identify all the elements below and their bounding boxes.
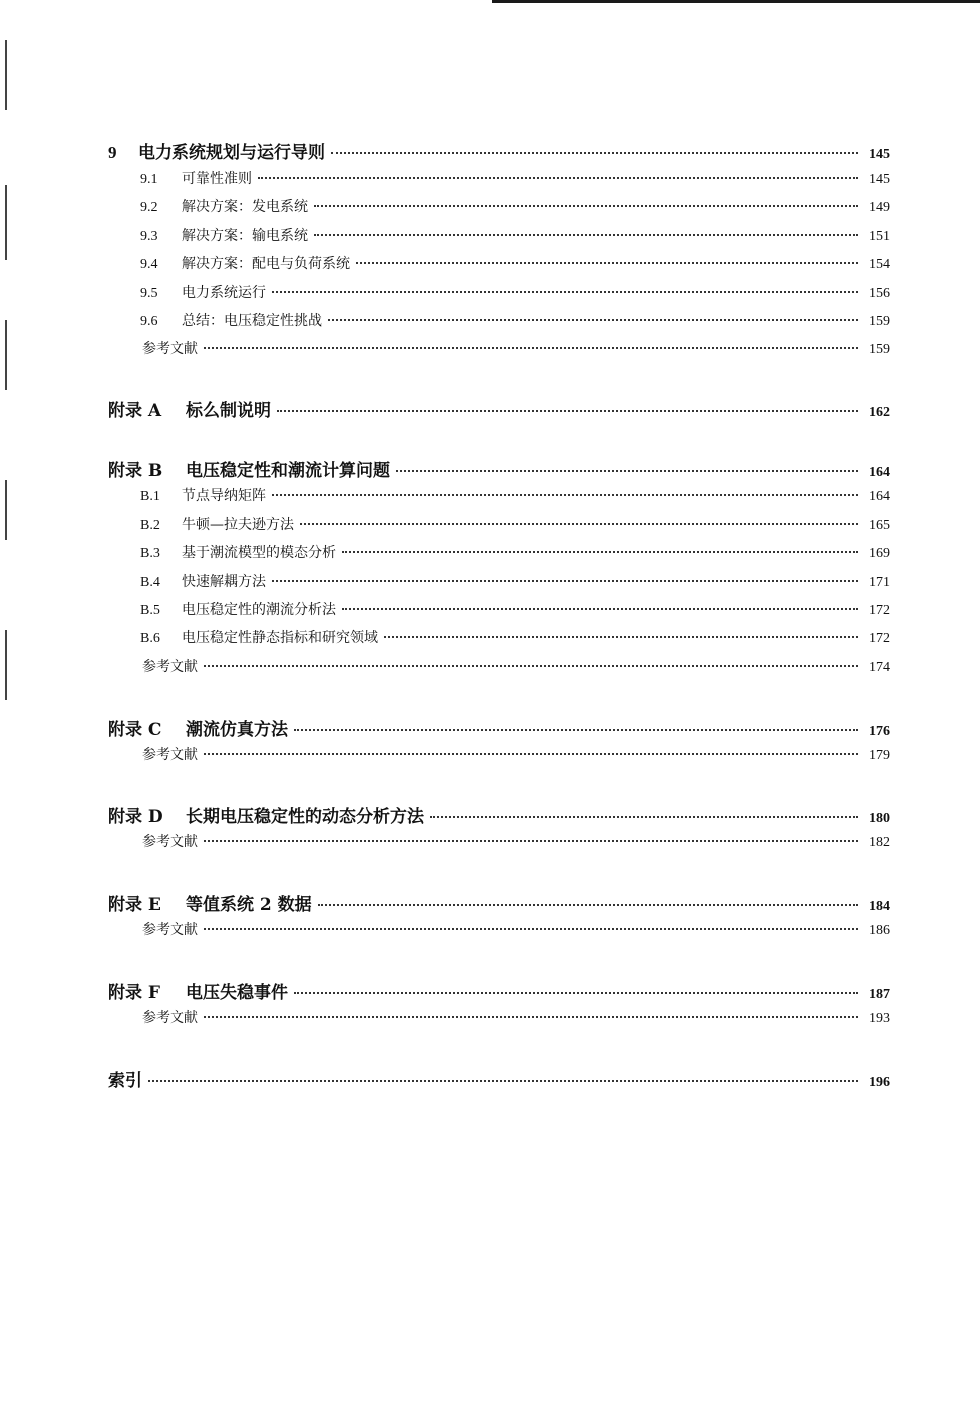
entry-label [142, 1007, 198, 1027]
entry-label [140, 485, 266, 505]
page-number: 180 [869, 811, 890, 826]
entry-number: 9.6 [140, 314, 158, 329]
entry-label [142, 338, 198, 358]
toc-section-entry[interactable] [0, 744, 890, 764]
dot-leader [318, 903, 858, 906]
entry-label [140, 168, 252, 188]
dot-leader [314, 204, 858, 207]
entry-title: 潮流仿真方法 [186, 720, 288, 740]
page-number: 165 [869, 518, 890, 533]
page-number: 145 [869, 172, 890, 187]
entry-label [108, 978, 288, 1003]
entry-label [140, 542, 336, 562]
toc-section-entry[interactable] [0, 196, 890, 216]
toc-section-entry[interactable] [0, 310, 890, 330]
entry-title: 电力系统规划与运行导则 [138, 143, 325, 163]
entry-title: 解决方案：输电系统 [182, 228, 308, 244]
page-number: 151 [869, 229, 890, 244]
page-number: 172 [869, 631, 890, 646]
dot-leader [204, 839, 858, 842]
entry-title: 长期电压稳定性的动态分析方法 [186, 807, 424, 827]
entry-number: 附录 F [108, 983, 160, 1003]
entry-title: 解决方案：发电系统 [182, 199, 308, 215]
entry-label [140, 253, 350, 273]
entry-number: 9.4 [140, 257, 158, 272]
toc-section-entry[interactable] [0, 485, 890, 505]
toc-chapter-entry[interactable] [0, 456, 890, 481]
toc-section-entry[interactable] [0, 253, 890, 273]
entry-title: 电压失稳事件 [186, 983, 288, 1003]
entry-label [142, 744, 198, 764]
page-number: 176 [869, 724, 890, 739]
toc-section-entry[interactable] [0, 627, 890, 647]
entry-number: 9.2 [140, 200, 158, 215]
page-number: 186 [869, 923, 890, 938]
entry-label [140, 571, 266, 591]
entry-number: 附录 B [108, 461, 163, 481]
page-number: 187 [869, 987, 890, 1002]
entry-title: 参考文献 [142, 747, 198, 763]
entry-number: 9.3 [140, 229, 158, 244]
toc-chapter-entry[interactable] [0, 978, 890, 1003]
entry-label [108, 802, 424, 827]
toc-chapter-entry[interactable] [0, 715, 890, 740]
toc-chapter-entry[interactable] [0, 138, 890, 163]
page-number: 145 [869, 147, 890, 162]
entry-title: 节点导纳矩阵 [182, 488, 266, 504]
toc-section-entry[interactable] [0, 282, 890, 302]
toc-section-entry[interactable] [0, 338, 890, 358]
dot-leader [356, 261, 858, 264]
dot-leader [328, 318, 858, 321]
dot-leader [204, 1015, 858, 1018]
page-number: 171 [869, 575, 890, 590]
page-number: 156 [869, 286, 890, 301]
entry-label [108, 396, 271, 421]
entry-title: 总结：电压稳定性挑战 [182, 313, 322, 329]
entry-title: 参考文献 [142, 922, 198, 938]
toc-chapter-entry[interactable] [0, 396, 890, 421]
page-number: 159 [869, 342, 890, 357]
entry-number: B.4 [140, 575, 160, 590]
entry-number: 9.5 [140, 286, 158, 301]
entry-title: 牛顿—拉夫逊方法 [182, 517, 294, 533]
dot-leader [204, 927, 858, 930]
entry-title: 索引 [108, 1071, 142, 1091]
dot-leader [204, 752, 858, 755]
entry-number: 附录 E [108, 895, 161, 915]
entry-label [108, 456, 390, 481]
entry-label [108, 715, 288, 740]
page-number: 164 [869, 465, 890, 480]
dot-leader [277, 409, 858, 412]
page-number: 172 [869, 603, 890, 618]
entry-label [108, 1066, 142, 1091]
entry-number: 附录 C [108, 720, 162, 740]
toc-section-entry[interactable] [0, 831, 890, 851]
dot-leader [204, 664, 858, 667]
dot-leader [342, 607, 858, 610]
dot-leader [384, 635, 858, 638]
page-number: 179 [869, 748, 890, 763]
page-number: 162 [869, 405, 890, 420]
dot-leader [331, 151, 858, 154]
entry-label [140, 599, 336, 619]
toc-section-entry[interactable] [0, 599, 890, 619]
dot-leader [294, 991, 858, 994]
entry-title: 等值系统 2 数据 [186, 895, 312, 915]
page-number: 196 [869, 1075, 890, 1090]
entry-title: 电压稳定性和潮流计算问题 [186, 461, 390, 481]
dot-leader [430, 815, 858, 818]
page-number: 182 [869, 835, 890, 850]
dot-leader [272, 579, 858, 582]
toc-section-entry[interactable] [0, 225, 890, 245]
entry-number: B.1 [140, 489, 160, 504]
dot-leader [258, 176, 858, 179]
toc-section-entry[interactable] [0, 656, 890, 676]
entry-number: B.3 [140, 546, 160, 561]
entry-label [142, 831, 198, 851]
page-number: 184 [869, 899, 890, 914]
entry-number: 9 [108, 143, 117, 162]
left-margin-mark [5, 40, 7, 110]
page-number: 149 [869, 200, 890, 215]
page-number: 154 [869, 257, 890, 272]
entry-number: B.6 [140, 631, 160, 646]
entry-title: 电压稳定性静态指标和研究领域 [182, 630, 378, 646]
entry-title: 电压稳定性的潮流分析法 [182, 602, 336, 618]
dot-leader [396, 469, 858, 472]
toc-section-entry[interactable] [0, 1007, 890, 1027]
entry-label [140, 196, 308, 216]
entry-number: B.5 [140, 603, 160, 618]
toc-section-entry[interactable] [0, 514, 890, 534]
entry-number: B.2 [140, 518, 160, 533]
top-edge-rule [492, 0, 980, 3]
page-number: 174 [869, 660, 890, 675]
entry-title: 参考文献 [142, 1010, 198, 1026]
entry-label [140, 225, 308, 245]
toc-chapter-entry[interactable] [0, 1066, 890, 1091]
toc-section-entry[interactable] [0, 542, 890, 562]
dot-leader [342, 550, 858, 553]
page-number: 169 [869, 546, 890, 561]
dot-leader [204, 346, 858, 349]
toc-chapter-entry[interactable] [0, 802, 890, 827]
entry-number: 附录 A [108, 401, 162, 421]
dot-leader [294, 728, 858, 731]
dot-leader [272, 493, 858, 496]
toc-section-entry[interactable] [0, 168, 890, 188]
entry-label [140, 282, 266, 302]
page-number: 193 [869, 1011, 890, 1026]
entry-label [142, 919, 198, 939]
entry-title: 快速解耦方法 [182, 574, 266, 590]
dot-leader [300, 522, 858, 525]
entry-title: 参考文献 [142, 659, 198, 675]
dot-leader [272, 290, 858, 293]
entry-number: 附录 D [108, 807, 163, 827]
entry-title: 参考文献 [142, 834, 198, 850]
toc-section-entry[interactable] [0, 919, 890, 939]
page-number: 159 [869, 314, 890, 329]
toc-chapter-entry[interactable] [0, 890, 890, 915]
entry-title: 标么制说明 [186, 401, 271, 421]
entry-label [140, 627, 378, 647]
entry-label [108, 890, 312, 915]
page-number: 164 [869, 489, 890, 504]
entry-label [140, 514, 294, 534]
dot-leader [314, 233, 858, 236]
entry-title: 基于潮流模型的模态分析 [182, 545, 336, 561]
entry-title: 电力系统运行 [182, 285, 266, 301]
entry-number: 9.1 [140, 172, 158, 187]
entry-title: 可靠性准则 [182, 171, 252, 187]
entry-label [142, 656, 198, 676]
entry-title: 解决方案：配电与负荷系统 [182, 256, 350, 272]
entry-label [140, 310, 322, 330]
entry-title: 参考文献 [142, 341, 198, 357]
entry-label [108, 138, 325, 163]
toc-section-entry[interactable] [0, 571, 890, 591]
dot-leader [148, 1079, 858, 1082]
